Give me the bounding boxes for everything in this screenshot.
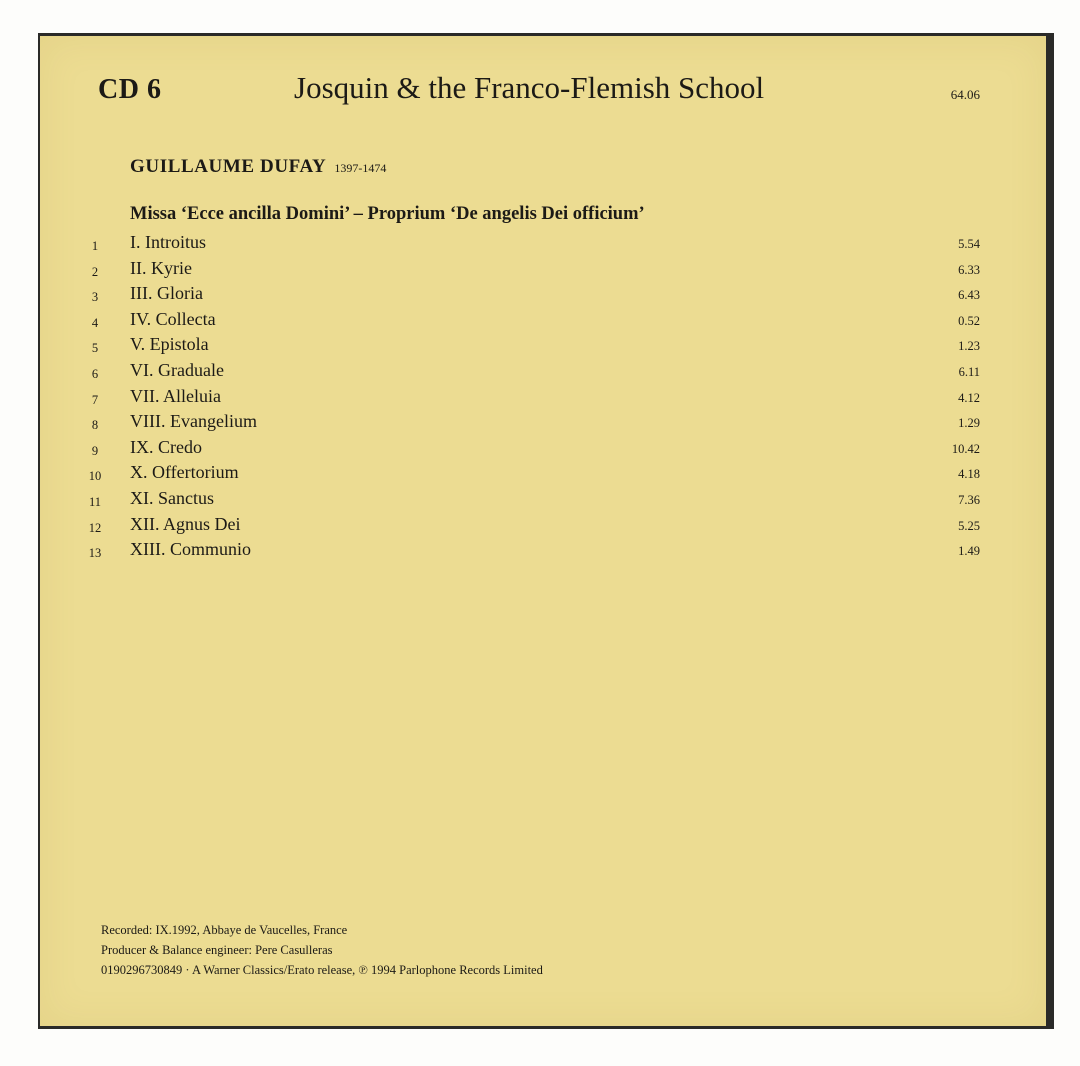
- track-number: 2: [91, 264, 99, 279]
- track-title: II. Kyrie: [130, 257, 192, 278]
- track-row: [40, 334, 1046, 360]
- track-number: 8: [91, 418, 99, 433]
- recording-credit: Recorded: IX.1992, Abbaye de Vaucelles, France: [101, 923, 348, 937]
- track-title: VII. Alleluia: [130, 385, 221, 406]
- track-duration: 1.29: [958, 416, 980, 431]
- track-title: XI. Sanctus: [130, 487, 214, 508]
- track-row: [40, 283, 1046, 309]
- composer-heading: [130, 156, 386, 178]
- track-title: IX. Credo: [130, 436, 202, 457]
- track-row: [40, 258, 1046, 284]
- track-row: [40, 232, 1046, 258]
- track-title: I. Introitus: [130, 232, 206, 252]
- track-duration: 5.25: [958, 518, 980, 533]
- track-number: 11: [88, 494, 102, 509]
- track-number: 1: [91, 239, 99, 253]
- track-duration: 4.12: [958, 390, 980, 405]
- track-row: [40, 462, 1046, 488]
- composer-name: GUILLAUME DUFAY: [130, 156, 327, 177]
- track-number: 4: [91, 315, 99, 330]
- track-number: 12: [88, 520, 102, 535]
- track-row: [40, 411, 1046, 437]
- track-title: X. Offertorium: [130, 462, 239, 483]
- track-row: [40, 539, 1046, 565]
- track-duration: 0.52: [958, 313, 980, 328]
- track-number: 9: [91, 443, 99, 458]
- collection-title: Josquin & the Franco-Flemish School: [294, 70, 765, 105]
- track-duration: 6.11: [958, 364, 980, 379]
- track-title: III. Gloria: [130, 283, 203, 304]
- release-credit: 0190296730849 · A Warner Classics/Erato release, ℗ 1994 Parlophone Records Limited: [101, 963, 543, 977]
- cd-number: CD 6: [98, 74, 162, 105]
- track-title: V. Epistola: [130, 334, 209, 355]
- track-number: 6: [91, 366, 99, 381]
- track-title: VIII. Evangelium: [130, 411, 257, 432]
- track-duration: 7.36: [958, 492, 980, 507]
- track-title: XIII. Communio: [130, 539, 251, 560]
- track-row: [40, 514, 1046, 540]
- track-list: [40, 232, 1046, 565]
- track-number: 13: [88, 546, 102, 561]
- track-duration: 10.42: [951, 441, 980, 456]
- track-duration: 5.54: [958, 237, 980, 251]
- booklet-page: [40, 36, 1046, 1026]
- track-title: XII. Agnus Dei: [130, 513, 241, 534]
- producer-credit: Producer & Balance engineer: Pere Casulleras: [101, 943, 333, 957]
- track-title: IV. Collecta: [130, 308, 216, 329]
- credits: [101, 920, 543, 980]
- track-row: [40, 488, 1046, 514]
- track-row: [40, 360, 1046, 386]
- track-row: [40, 437, 1046, 463]
- track-duration: 1.23: [958, 339, 980, 354]
- total-time: 64.06: [950, 87, 980, 102]
- track-row: [40, 309, 1046, 335]
- work-title: Missa ‘Ecce ancilla Domini’ – Proprium ‘De angelis Dei officium’: [130, 204, 645, 224]
- track-duration: 1.49: [958, 544, 980, 559]
- composer-dates: 1397-1474: [334, 161, 387, 175]
- track-number: 5: [91, 341, 99, 356]
- track-duration: 6.33: [958, 262, 980, 277]
- track-number: 7: [91, 392, 99, 407]
- track-duration: 4.18: [958, 467, 980, 482]
- track-title: VI. Graduale: [130, 359, 224, 380]
- track-number: 10: [88, 469, 102, 484]
- track-number: 3: [91, 290, 99, 305]
- track-row: [40, 386, 1046, 412]
- track-duration: 6.43: [958, 288, 980, 303]
